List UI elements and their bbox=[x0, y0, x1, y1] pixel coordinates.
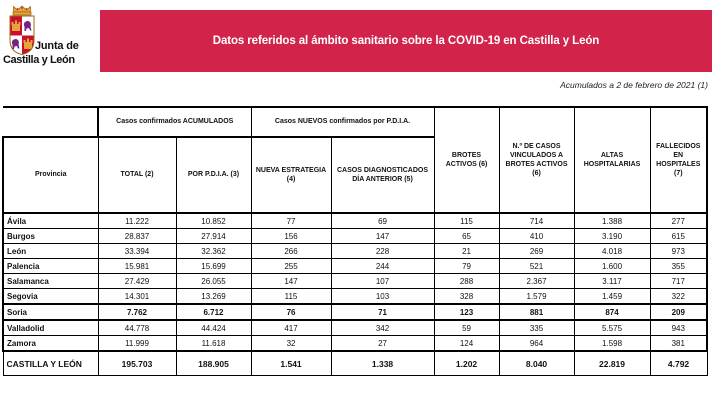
totals-row bbox=[3, 351, 707, 376]
value-cell: 4.792 bbox=[650, 351, 707, 376]
value-cell: 27.429 bbox=[98, 274, 176, 289]
table-row bbox=[3, 320, 707, 336]
value-cell: 1.541 bbox=[251, 351, 331, 376]
value-cell: 973 bbox=[650, 244, 707, 259]
value-cell: 44.778 bbox=[98, 320, 176, 336]
junta-castilla-leon-logo bbox=[2, 4, 98, 66]
value-cell: 76 bbox=[251, 304, 331, 320]
province-cell: Zamora bbox=[3, 336, 98, 352]
province-cell: Palencia bbox=[3, 259, 98, 274]
coat-of-arms-icon bbox=[9, 5, 35, 55]
value-cell: 115 bbox=[251, 289, 331, 305]
value-cell: 59 bbox=[434, 320, 499, 336]
column-header-casos-vinculados: N.º DE CASOS VINCULADOS A BROTES ACTIVOS (6) bbox=[499, 107, 574, 213]
value-cell: 964 bbox=[499, 336, 574, 352]
value-cell: 417 bbox=[251, 320, 331, 336]
page-title: Datos referidos al ámbito sanitario sobre la COVID-19 en Castilla y León bbox=[212, 35, 600, 47]
crown-icon bbox=[13, 6, 31, 15]
logo-text-line2: Castilla y León bbox=[3, 54, 75, 66]
value-cell: 266 bbox=[251, 244, 331, 259]
province-cell: León bbox=[3, 244, 98, 259]
value-cell: 381 bbox=[650, 336, 707, 352]
table-row bbox=[3, 259, 707, 274]
table-row bbox=[3, 274, 707, 289]
value-cell: 10.852 bbox=[176, 213, 251, 229]
value-cell: 14.301 bbox=[98, 289, 176, 305]
column-header-altas: ALTAS HOSPITALARIAS bbox=[574, 107, 650, 213]
value-cell: 65 bbox=[434, 229, 499, 244]
value-cell: 69 bbox=[331, 213, 434, 229]
value-cell: 188.905 bbox=[176, 351, 251, 376]
title-banner bbox=[100, 10, 712, 72]
value-cell: 881 bbox=[499, 304, 574, 320]
value-cell: 11.222 bbox=[98, 213, 176, 229]
group-header-new-cases: Casos NUEVOS confirmados por P.D.I.A. bbox=[251, 107, 434, 137]
table-row bbox=[3, 213, 707, 229]
value-cell: 77 bbox=[251, 213, 331, 229]
value-cell: 124 bbox=[434, 336, 499, 352]
value-cell: 33.394 bbox=[98, 244, 176, 259]
value-cell: 3.117 bbox=[574, 274, 650, 289]
table-totals bbox=[3, 351, 707, 376]
value-cell: 4.018 bbox=[574, 244, 650, 259]
value-cell: 328 bbox=[434, 289, 499, 305]
value-cell: 115 bbox=[434, 213, 499, 229]
value-cell: 28.837 bbox=[98, 229, 176, 244]
table-body bbox=[3, 213, 707, 351]
value-cell: 410 bbox=[499, 229, 574, 244]
province-cell: Segovia bbox=[3, 289, 98, 305]
value-cell: 355 bbox=[650, 259, 707, 274]
value-cell: 147 bbox=[251, 274, 331, 289]
column-header-provincia: Provincia bbox=[3, 137, 98, 213]
value-cell: 11.618 bbox=[176, 336, 251, 352]
province-cell: Soria bbox=[3, 304, 98, 320]
value-cell: 521 bbox=[499, 259, 574, 274]
value-cell: 22.819 bbox=[574, 351, 650, 376]
group-header-accumulated: Casos confirmados ACUMULADOS bbox=[98, 107, 251, 137]
province-cell: CASTILLA Y LEÓN bbox=[3, 351, 98, 376]
province-cell: Valladolid bbox=[3, 320, 98, 336]
value-cell: 123 bbox=[434, 304, 499, 320]
value-cell: 277 bbox=[650, 213, 707, 229]
value-cell: 1.459 bbox=[574, 289, 650, 305]
value-cell: 615 bbox=[650, 229, 707, 244]
province-cell: Salamanca bbox=[3, 274, 98, 289]
value-cell: 322 bbox=[650, 289, 707, 305]
value-cell: 943 bbox=[650, 320, 707, 336]
value-cell: 1.202 bbox=[434, 351, 499, 376]
value-cell: 27.914 bbox=[176, 229, 251, 244]
province-cell: Ávila bbox=[3, 213, 98, 229]
value-cell: 288 bbox=[434, 274, 499, 289]
value-cell: 1.598 bbox=[574, 336, 650, 352]
value-cell: 79 bbox=[434, 259, 499, 274]
value-cell: 44.424 bbox=[176, 320, 251, 336]
value-cell: 6.712 bbox=[176, 304, 251, 320]
value-cell: 8.040 bbox=[499, 351, 574, 376]
value-cell: 269 bbox=[499, 244, 574, 259]
value-cell: 717 bbox=[650, 274, 707, 289]
castle-icon bbox=[24, 39, 33, 50]
value-cell: 714 bbox=[499, 213, 574, 229]
value-cell: 255 bbox=[251, 259, 331, 274]
value-cell: 21 bbox=[434, 244, 499, 259]
column-header-fallecidos: FALLECIDOS EN HOSPITALES (7) bbox=[650, 107, 707, 213]
column-header-diagnosticados-dia-anterior: CASOS DIAGNOSTICADOS DÍA ANTERIOR (5) bbox=[331, 137, 434, 213]
value-cell: 15.981 bbox=[98, 259, 176, 274]
value-cell: 2.367 bbox=[499, 274, 574, 289]
value-cell: 7.762 bbox=[98, 304, 176, 320]
value-cell: 1.338 bbox=[331, 351, 434, 376]
province-cell: Burgos bbox=[3, 229, 98, 244]
value-cell: 244 bbox=[331, 259, 434, 274]
value-cell: 335 bbox=[499, 320, 574, 336]
value-cell: 27 bbox=[331, 336, 434, 352]
value-cell: 107 bbox=[331, 274, 434, 289]
value-cell: 195.703 bbox=[98, 351, 176, 376]
column-header-total: TOTAL (2) bbox=[98, 137, 176, 213]
column-header-nueva-estrategia: NUEVA ESTRATEGIA (4) bbox=[251, 137, 331, 213]
value-cell: 32 bbox=[251, 336, 331, 352]
value-cell: 11.999 bbox=[98, 336, 176, 352]
table-row bbox=[3, 336, 707, 352]
value-cell: 147 bbox=[331, 229, 434, 244]
value-cell: 5.575 bbox=[574, 320, 650, 336]
value-cell: 874 bbox=[574, 304, 650, 320]
value-cell: 209 bbox=[650, 304, 707, 320]
column-header-por-pdia: POR P.D.I.A. (3) bbox=[176, 137, 251, 213]
value-cell: 1.388 bbox=[574, 213, 650, 229]
value-cell: 13.269 bbox=[176, 289, 251, 305]
castle-icon bbox=[12, 21, 21, 32]
accumulated-date-note: Acumulados a 2 de febrero de 2021 (1) bbox=[560, 80, 708, 90]
value-cell: 103 bbox=[331, 289, 434, 305]
header-spacer bbox=[3, 107, 98, 137]
value-cell: 1.579 bbox=[499, 289, 574, 305]
column-header-brotes: BROTES ACTIVOS (6) bbox=[434, 107, 499, 213]
table-row bbox=[3, 229, 707, 244]
value-cell: 228 bbox=[331, 244, 434, 259]
logo-text-line1: Junta de bbox=[35, 40, 79, 52]
value-cell: 1.600 bbox=[574, 259, 650, 274]
value-cell: 15.699 bbox=[176, 259, 251, 274]
covid-data-table bbox=[2, 106, 708, 376]
table-row bbox=[3, 244, 707, 259]
value-cell: 71 bbox=[331, 304, 434, 320]
table-row bbox=[3, 304, 707, 320]
value-cell: 26.055 bbox=[176, 274, 251, 289]
value-cell: 156 bbox=[251, 229, 331, 244]
value-cell: 3.190 bbox=[574, 229, 650, 244]
table-row bbox=[3, 289, 707, 305]
value-cell: 32.362 bbox=[176, 244, 251, 259]
value-cell: 342 bbox=[331, 320, 434, 336]
